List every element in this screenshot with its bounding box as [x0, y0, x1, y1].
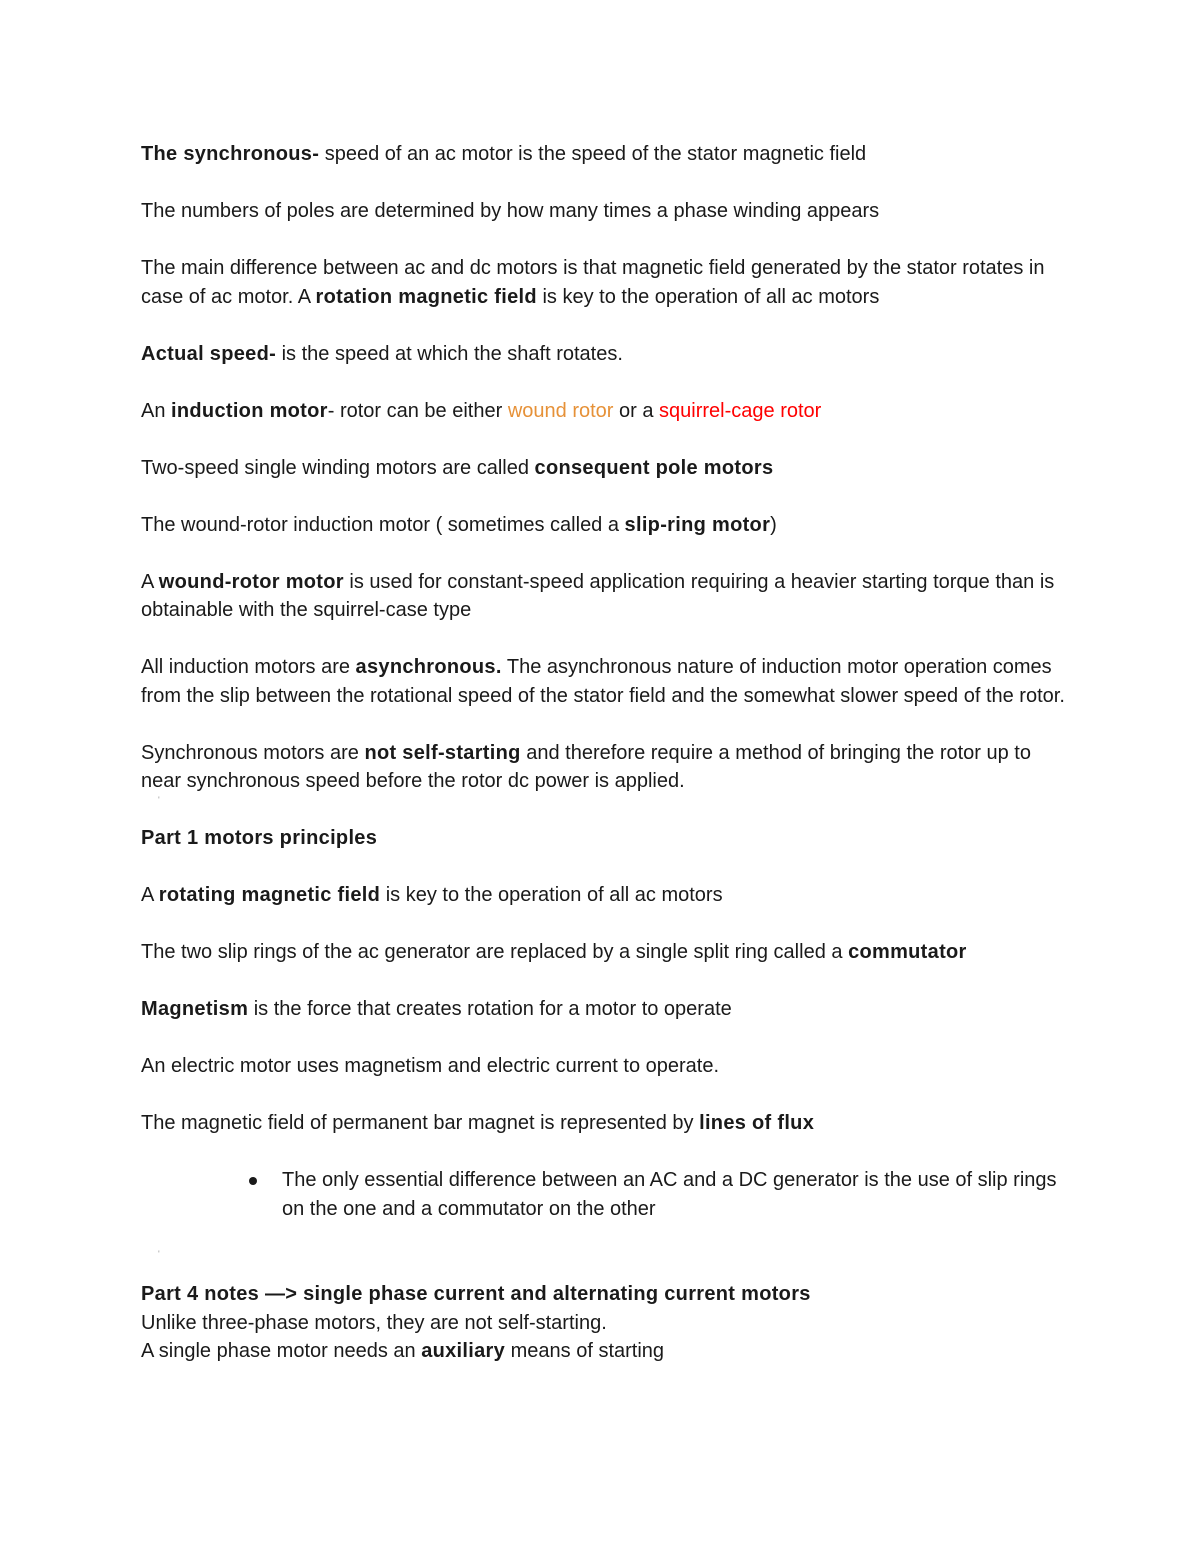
text: ) [770, 513, 777, 536]
note-induction-motor [141, 397, 1071, 426]
note-lines-of-flux [141, 1109, 1071, 1138]
text: An electric motor uses magnetism and electric current to operate. [141, 1055, 720, 1077]
note-consequent-pole [141, 454, 1071, 483]
note-rotating-magnetic-field [141, 881, 1071, 910]
term-wound-rotor-motor: wound-rotor motor [158, 570, 344, 593]
note-auxiliary [141, 1337, 1071, 1366]
note-number-of-poles [141, 197, 1071, 226]
heading-part-1 [141, 824, 1071, 853]
text: A single phase motor needs an [141, 1340, 422, 1362]
text: The magnetic field of permanent bar magnet is represented by [141, 1112, 700, 1134]
text: means of starting [505, 1340, 665, 1362]
term-wound-rotor: wound rotor [507, 399, 614, 422]
term-asynchronous: asynchronous. [355, 656, 502, 678]
note-slip-ring-motor [141, 511, 1071, 540]
text: is key to the operation of all ac motors [536, 285, 880, 308]
text: A [141, 570, 159, 593]
note-wound-rotor-motor [141, 568, 1071, 625]
text: or a [613, 399, 660, 422]
document-page [141, 140, 1071, 1366]
term-slip-ring-motor: slip-ring motor [624, 513, 771, 536]
term-not-self-starting: not self-starting [364, 741, 521, 764]
text: Two-speed single winding motors are called [141, 456, 535, 479]
text: - rotor can be either [327, 399, 508, 422]
text: The wound-rotor induction motor ( sometimes called a [141, 513, 625, 536]
text: The asynchronous nature of induction motor operation comes from the slip between the rotational speed of the stator field and the somewhat slower speed of the rotor. [141, 656, 1065, 707]
text: and therefore require a method of bringing the rotor up to near synchronous speed before the rotor dc power is applied. [141, 741, 1031, 792]
text: is used for constant-speed application requiring a heavier starting torque than is obtainable with the squirrel-case type [141, 570, 1055, 621]
note-synchronous-speed [141, 140, 1071, 169]
note-not-self-starting [141, 1309, 1071, 1338]
heading-part-4-text: Part 4 notes —> single phase current and alternating current motors [141, 1283, 811, 1305]
term-magnetism: Magnetism [141, 998, 249, 1020]
note-asynchronous [141, 653, 1071, 710]
text: The only essential difference between an AC and a DC generator is the use of slip rings on the one and a commutator on the other [282, 1169, 1057, 1220]
term-consequent-pole-motors: consequent pole motors [534, 456, 774, 479]
text: Synchronous motors are [141, 741, 365, 764]
term-induction-motor: induction motor [171, 399, 328, 422]
text: The numbers of poles are determined by how many times a phase winding appears [141, 200, 880, 222]
stray-mark: ' [158, 1248, 160, 1259]
note-magnetism [141, 995, 1071, 1024]
term-auxiliary: auxiliary [421, 1340, 506, 1362]
list-item [141, 1166, 1071, 1223]
text: is the force that creates rotation for a motor to operate [248, 998, 732, 1020]
text: The two slip rings of the ac generator are replaced by a single split ring called a [141, 941, 849, 963]
text: is the speed at which the shaft rotates. [276, 342, 623, 365]
blank-line [141, 1248, 1071, 1281]
note-synchronous-motors [141, 739, 1071, 805]
bullet-list [141, 1166, 1071, 1223]
term-synchronous: The synchronous- [141, 143, 320, 165]
term-rotation-magnetic-field: rotation magnetic field [315, 285, 537, 308]
text: All induction motors are [141, 656, 356, 678]
text: A [141, 884, 159, 906]
heading-part-4 [141, 1280, 1071, 1309]
term-squirrel-cage-rotor: squirrel-cage rotor [659, 399, 822, 422]
text: speed of an ac motor is the speed of the stator magnetic field [319, 143, 867, 165]
term-actual-speed: Actual speed- [141, 342, 277, 365]
term-commutator: commutator [848, 941, 967, 963]
term-lines-of-flux: lines of flux [699, 1112, 815, 1134]
term-rotating-magnetic-field: rotating magnetic field [158, 884, 381, 906]
text: The main difference between ac and dc motors is that magnetic field generated by the stator rotates in case of ac motor. A [141, 257, 1045, 308]
stray-mark: ' [158, 794, 160, 805]
text: is key to the operation of all ac motors [380, 884, 723, 906]
note-ac-dc-difference [141, 254, 1071, 311]
note-commutator [141, 938, 1071, 967]
bullet-icon [249, 1177, 257, 1185]
note-electric-motor [141, 1052, 1071, 1081]
text: An [141, 399, 172, 422]
heading-part-1-text: Part 1 motors principles [141, 827, 378, 849]
text: Unlike three-phase motors, they are not self-starting. [141, 1311, 607, 1334]
note-actual-speed [141, 340, 1071, 369]
